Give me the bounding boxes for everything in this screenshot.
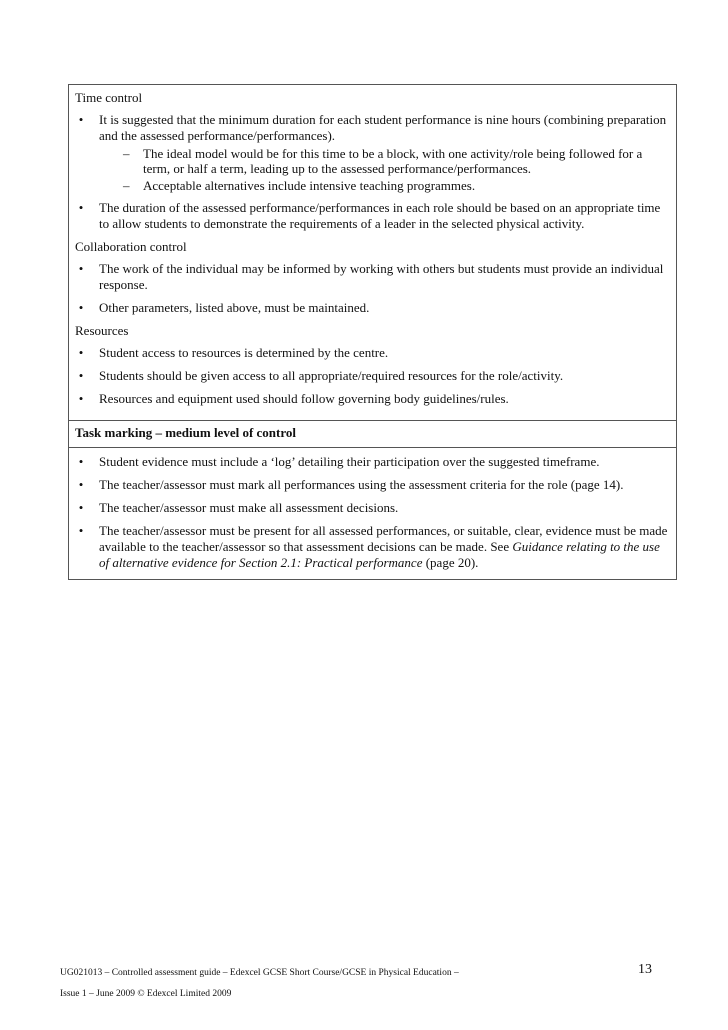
- task-marking-heading: Task marking – medium level of control: [75, 425, 297, 440]
- list-item: [75, 454, 670, 470]
- sub-list-item: [99, 178, 670, 193]
- time-control-heading: Time control: [75, 90, 143, 105]
- list-item: [75, 523, 670, 571]
- sub-list-item-text: Acceptable alternatives include intensive teaching programmes.: [143, 178, 476, 193]
- bullet-icon: •: [78, 368, 84, 383]
- task-marking-header-row: [69, 420, 676, 447]
- footer-issue-line: Issue 1 – June 2009 © Edexcel Limited 2009: [60, 989, 232, 999]
- list-item-text: It is suggested that the minimum duration for each student performance is nine hours (combining preparation and the assessed performance/performances).: [99, 112, 667, 143]
- list-item-text: The teacher/assessor must make all assessment decisions.: [99, 500, 399, 515]
- dash-icon: –: [123, 146, 130, 161]
- bullet-icon: •: [78, 112, 84, 127]
- list-item: [75, 300, 670, 316]
- list-item-text: The teacher/assessor must be present for all assessed performances, or suitable, clear, evidence must be made available to the teacher/assessor so that assessment decisions can be made. See: [99, 523, 668, 554]
- bullet-icon: •: [78, 500, 84, 515]
- sub-list-item: [99, 146, 670, 176]
- page-footer: [60, 967, 660, 1000]
- page-number: 13: [638, 962, 652, 977]
- controls-table: [68, 84, 677, 580]
- list-item: [75, 368, 670, 384]
- resources-heading: Resources: [75, 323, 129, 338]
- bullet-icon: •: [78, 345, 84, 360]
- guidance-reference: Guidance relating to the use of alternative evidence for Section 2.1: Practical performance: [99, 539, 660, 570]
- list-item-text: Student evidence must include a ‘log’ detailing their participation over the suggested timeframe.: [99, 454, 600, 469]
- bullet-icon: •: [78, 454, 84, 469]
- list-item: [75, 261, 670, 293]
- list-item-text: Other parameters, listed above, must be maintained.: [99, 300, 370, 315]
- bullet-icon: •: [78, 300, 84, 315]
- list-item-text: The duration of the assessed performance/performances in each role should be based on an appropriate time to allow students to demonstrate the requirements of a leader in the selected physical activity.: [99, 200, 661, 231]
- list-item: [75, 345, 670, 361]
- bullet-icon: •: [78, 261, 84, 276]
- bullet-icon: •: [78, 200, 84, 215]
- bullet-icon: •: [78, 477, 84, 492]
- list-item-text: Resources and equipment used should follow governing body guidelines/rules.: [99, 391, 509, 406]
- footer-document-title: UG021013 – Controlled assessment guide – Edexcel GCSE Short Course/GCSE in Physical Education –: [60, 968, 459, 978]
- list-item: [75, 391, 670, 407]
- list-item-text: The work of the individual may be informed by working with others but students must provide an individual response.: [99, 261, 664, 292]
- sub-list-item-text: The ideal model would be for this time to be a block, with one activity/role being followed for a term, or half a term, leading up to the assessed performance/performances.: [143, 146, 643, 176]
- list-item: [75, 200, 670, 232]
- list-item: [75, 112, 670, 193]
- collaboration-control-heading: Collaboration control: [75, 239, 187, 254]
- list-item-text: The teacher/assessor must mark all performances using the assessment criteria for the role (page 14).: [99, 477, 624, 492]
- bullet-icon: •: [78, 523, 84, 538]
- list-item-text: Students should be given access to all appropriate/required resources for the role/activity.: [99, 368, 564, 383]
- task-marking-section: [69, 447, 676, 579]
- page-reference: (page 20).: [422, 555, 479, 570]
- controls-section: [69, 85, 676, 420]
- list-item-text: Student access to resources is determined by the centre.: [99, 345, 389, 360]
- bullet-icon: •: [78, 391, 84, 406]
- list-item: [75, 477, 670, 493]
- dash-icon: –: [123, 178, 130, 193]
- list-item: [75, 500, 670, 516]
